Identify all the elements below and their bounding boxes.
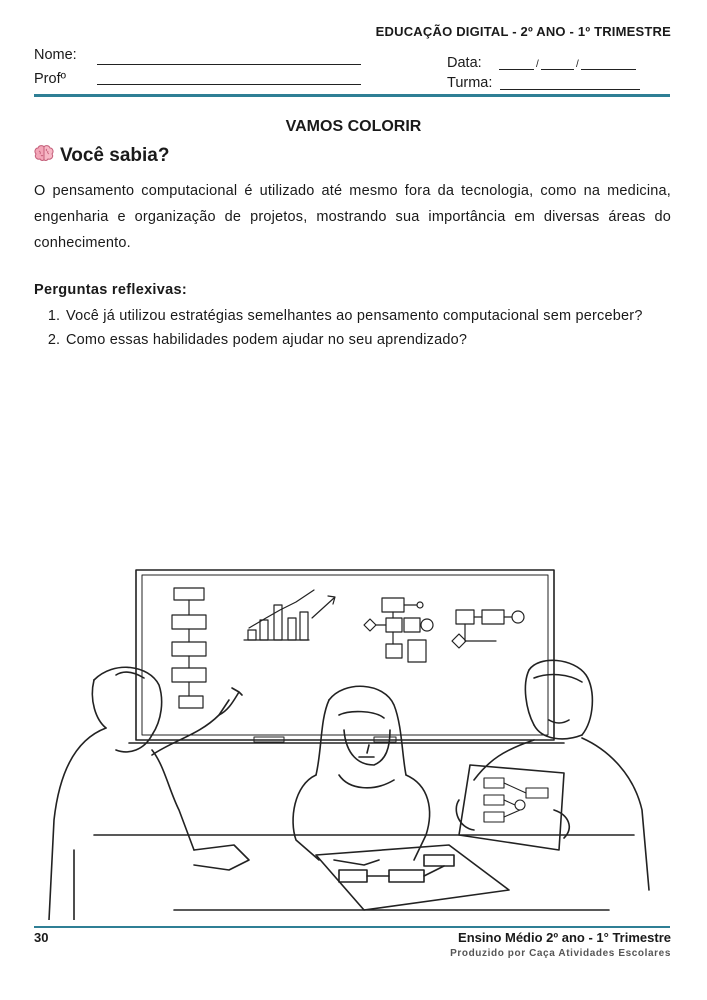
prof-field[interactable]	[97, 84, 361, 85]
questions-list	[34, 304, 671, 352]
flow-diagram-middle	[364, 598, 433, 662]
turma-field[interactable]	[500, 89, 640, 90]
info-paragraph: O pensamento computacional é utilizado até mesmo fora da tecnologia, como na medicina, engenharia e organização de projetos, mostrando sua importância em diversas áreas do conhecimento.	[34, 183, 671, 251]
data-month-field[interactable]	[541, 69, 574, 70]
nome-field[interactable]	[97, 64, 361, 65]
bar-chart-drawing	[244, 590, 335, 640]
sabia-heading: Você sabia?	[60, 145, 170, 166]
question-text: Você já utilizou estratégias semelhantes ao pensamento computacional sem perceber?	[66, 308, 643, 324]
data-slash-2: /	[576, 59, 579, 70]
table-drawing	[94, 835, 634, 910]
header-title: EDUCAÇÃO DIGITAL - 2º ANO - 1º TRIMESTRE	[375, 24, 671, 39]
brain-icon	[34, 144, 54, 168]
question-number: 2.	[47, 332, 60, 348]
flow-diagram-right	[452, 610, 524, 648]
data-day-field[interactable]	[499, 69, 534, 70]
questions-title: Perguntas reflexivas:	[34, 282, 187, 298]
page-number: 30	[34, 930, 49, 945]
page-title: VAMOS COLORIR	[285, 118, 422, 135]
footer-credit: Produzido por Caça Atividades Escolares	[450, 948, 671, 959]
data-year-field[interactable]	[581, 69, 636, 70]
coloring-illustration	[34, 560, 674, 920]
prof-label: Profº	[34, 71, 66, 87]
list-item	[34, 328, 671, 352]
student-middle	[293, 686, 430, 865]
question-text: Como essas habilidades podem ajudar no seu aprendizado?	[66, 332, 468, 348]
nome-label: Nome:	[34, 47, 77, 63]
footer-course: Ensino Médio 2º ano - 1° Trimestre	[458, 930, 671, 945]
student-right	[456, 660, 649, 890]
list-item	[34, 304, 671, 328]
flowchart-vertical	[172, 588, 206, 708]
student-left	[49, 667, 249, 920]
data-label: Data:	[447, 55, 482, 71]
turma-label: Turma:	[447, 75, 493, 91]
data-slash-1: /	[536, 59, 539, 70]
footer-divider	[34, 926, 670, 928]
header-divider	[34, 94, 670, 97]
question-number: 1.	[47, 308, 60, 324]
sabia-heading-row	[34, 144, 169, 168]
